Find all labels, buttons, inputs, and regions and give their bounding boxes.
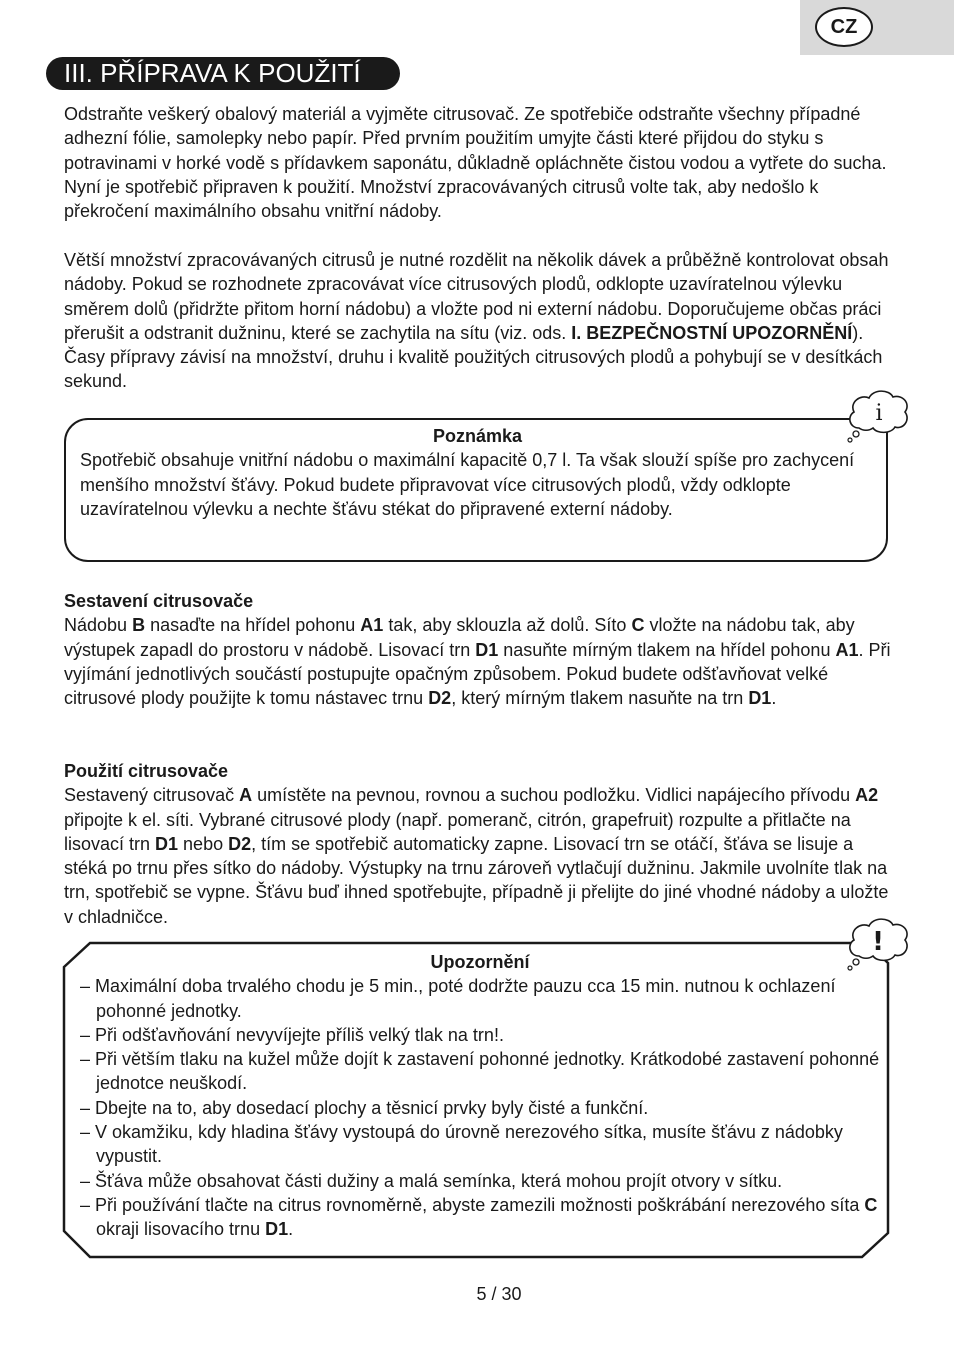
language-tab [800, 0, 954, 55]
warning-list [80, 974, 880, 1241]
info-glyph: i [875, 401, 883, 426]
warning-item: – Šťáva může obsahovat části dužiny a malá semínka, která mohou projít otvory v sítku. [80, 1170, 783, 1191]
warning-item: – Při používání tlačte na citrus rovnoměrně, abyste zamezili možnosti poškrábání nerezového síta C okraji lisovacího trnu D1. [80, 1194, 878, 1240]
warning-cloud-icon [845, 916, 911, 972]
assembly-text: Nádobu B nasaďte na hřídel pohonu A1 tak, aby sklouzla až dolů. Síto C vložte na nádobu tak, aby výstupek zapadl do prostoru v nádobě. Lisovací trn D1 nasuňte mírným tlakem na hřídel pohonu A1. Při vyjímání jednotlivých součástí postupujte opačným způsobem. Pokud budete odšťavňovat velké citrusové plody použijte k tomu nástavec trnu D2, který mírným tlakem nasuňte na trn D1. [64, 615, 891, 709]
warning-item: – Při odšťavňování nevyvíjejte příliš velký tlak na trn!. [80, 1024, 504, 1045]
warning-box [80, 950, 880, 1242]
exclamation-glyph: ! [872, 927, 884, 957]
intro-text: Větší množství zpracovávaných citrusů je nutné rozdělit na několik dávek a průběžně kontrolovat obsah nádoby. Pokud se rozhodnete zpracovávat více citrusových plodů, odklopte uzavíratelnou výlevku směrem dolů (přidržte přitom horní nádobu) a vložte pod ni externí nádobu. Doporučujeme občas práci přerušit a odstranit dužninu, které se zachytila na sítu (viz. ods. [64, 250, 889, 343]
note-title: Poznámka [432, 426, 523, 446]
intro-paragraph-1: Odstraňte veškerý obalový materiál a vyjměte citrusovač. Ze spotřebiče odstraňte všechny případné adhezní fólie, samolepky nebo papír. Před prvním použitím umyjte části které přijdou do styku s potravinami v horké vodě s přídavkem saponátu, důkladně opláchněte čistou vodou a vytřete do sucha. Nyní je spotřebič připraven k použití. Množství zpracovávaných citrusů volte tak, aby nedošlo k překročení maximálního obsahu vnitřní nádoby. [64, 104, 887, 222]
page-number: 5 / 30 [476, 1284, 522, 1304]
warning-title: Upozornění [430, 952, 530, 972]
usage-heading: Použití citrusovače [64, 761, 229, 781]
assembly-section [64, 589, 894, 710]
note-box [64, 418, 888, 562]
intro-paragraph-2 [64, 248, 894, 394]
section-title: III. PŘÍPRAVA K POUŽITÍ [46, 57, 400, 90]
usage-section [64, 759, 894, 929]
warning-item: – Maximální doba trvalého chodu je 5 min., poté dodržte pauzu cca 15 min. nutnou k ochlazení pohonné jednotky. [80, 976, 836, 1021]
usage-text: Sestavený citrusovač A umístěte na pevnou, rovnou a suchou podložku. Vidlici napájecího přívodu A2 připojte k el. síti. Vybrané citrusové plody (např. pomeranč, citrón, grapefruit) rozpulte a přitlačte na lisovací trn D1 nebo D2, tím se spotřebič automaticky zapne. Lisovací trn se otáčí, šťáva se lisuje a stéká po trnu přes sítko do nádoby. Výstupky na trnu zároveň vytlačují dužninu. Jakmile uvolníte tlak na trn, spotřebič se vypne. Šťávu buď ihned spotřebujte, případně ji přelijte do jiné vhodné nádoby a uložte v chladničce. [64, 785, 889, 927]
warning-item: – Dbejte na to, aby dosedací plochy a těsnicí prvky byly čisté a funkční. [80, 1097, 649, 1118]
warning-item: – Při větším tlaku na kužel může dojít k zastavení pohonné jednotky. Krátkodobé zastavení pohonné jednotce neuškodí. [80, 1049, 880, 1094]
warning-item: – V okamžiku, kdy hladina šťávy vystoupá do úrovně nerezového sítka, musíte šťávu z nádobky vypustit. [80, 1122, 843, 1167]
safety-reference: I. BEZPEČNOSTNÍ UPOZORNĚNÍ [571, 322, 853, 343]
note-text: Spotřebič obsahuje vnitřní nádobu o maximální kapacitě 0,7 l. Ta však slouží spíše pro zachycení menšího množství šťávy. Pokud budete připravovat více citrusových plodů, vždy odklopte uzavíratelnou výlevku a nechte šťávu stékat do připravené externí nádoby. [80, 450, 855, 519]
intro-text: ). Časy přípravy závisí na množství, druhu i kvalitě použitých citrusových plodů a pohybují se v desítkách sekund. [64, 322, 883, 392]
assembly-heading: Sestavení citrusovače [64, 591, 254, 611]
language-badge: CZ [815, 7, 873, 47]
info-cloud-icon [845, 388, 911, 444]
